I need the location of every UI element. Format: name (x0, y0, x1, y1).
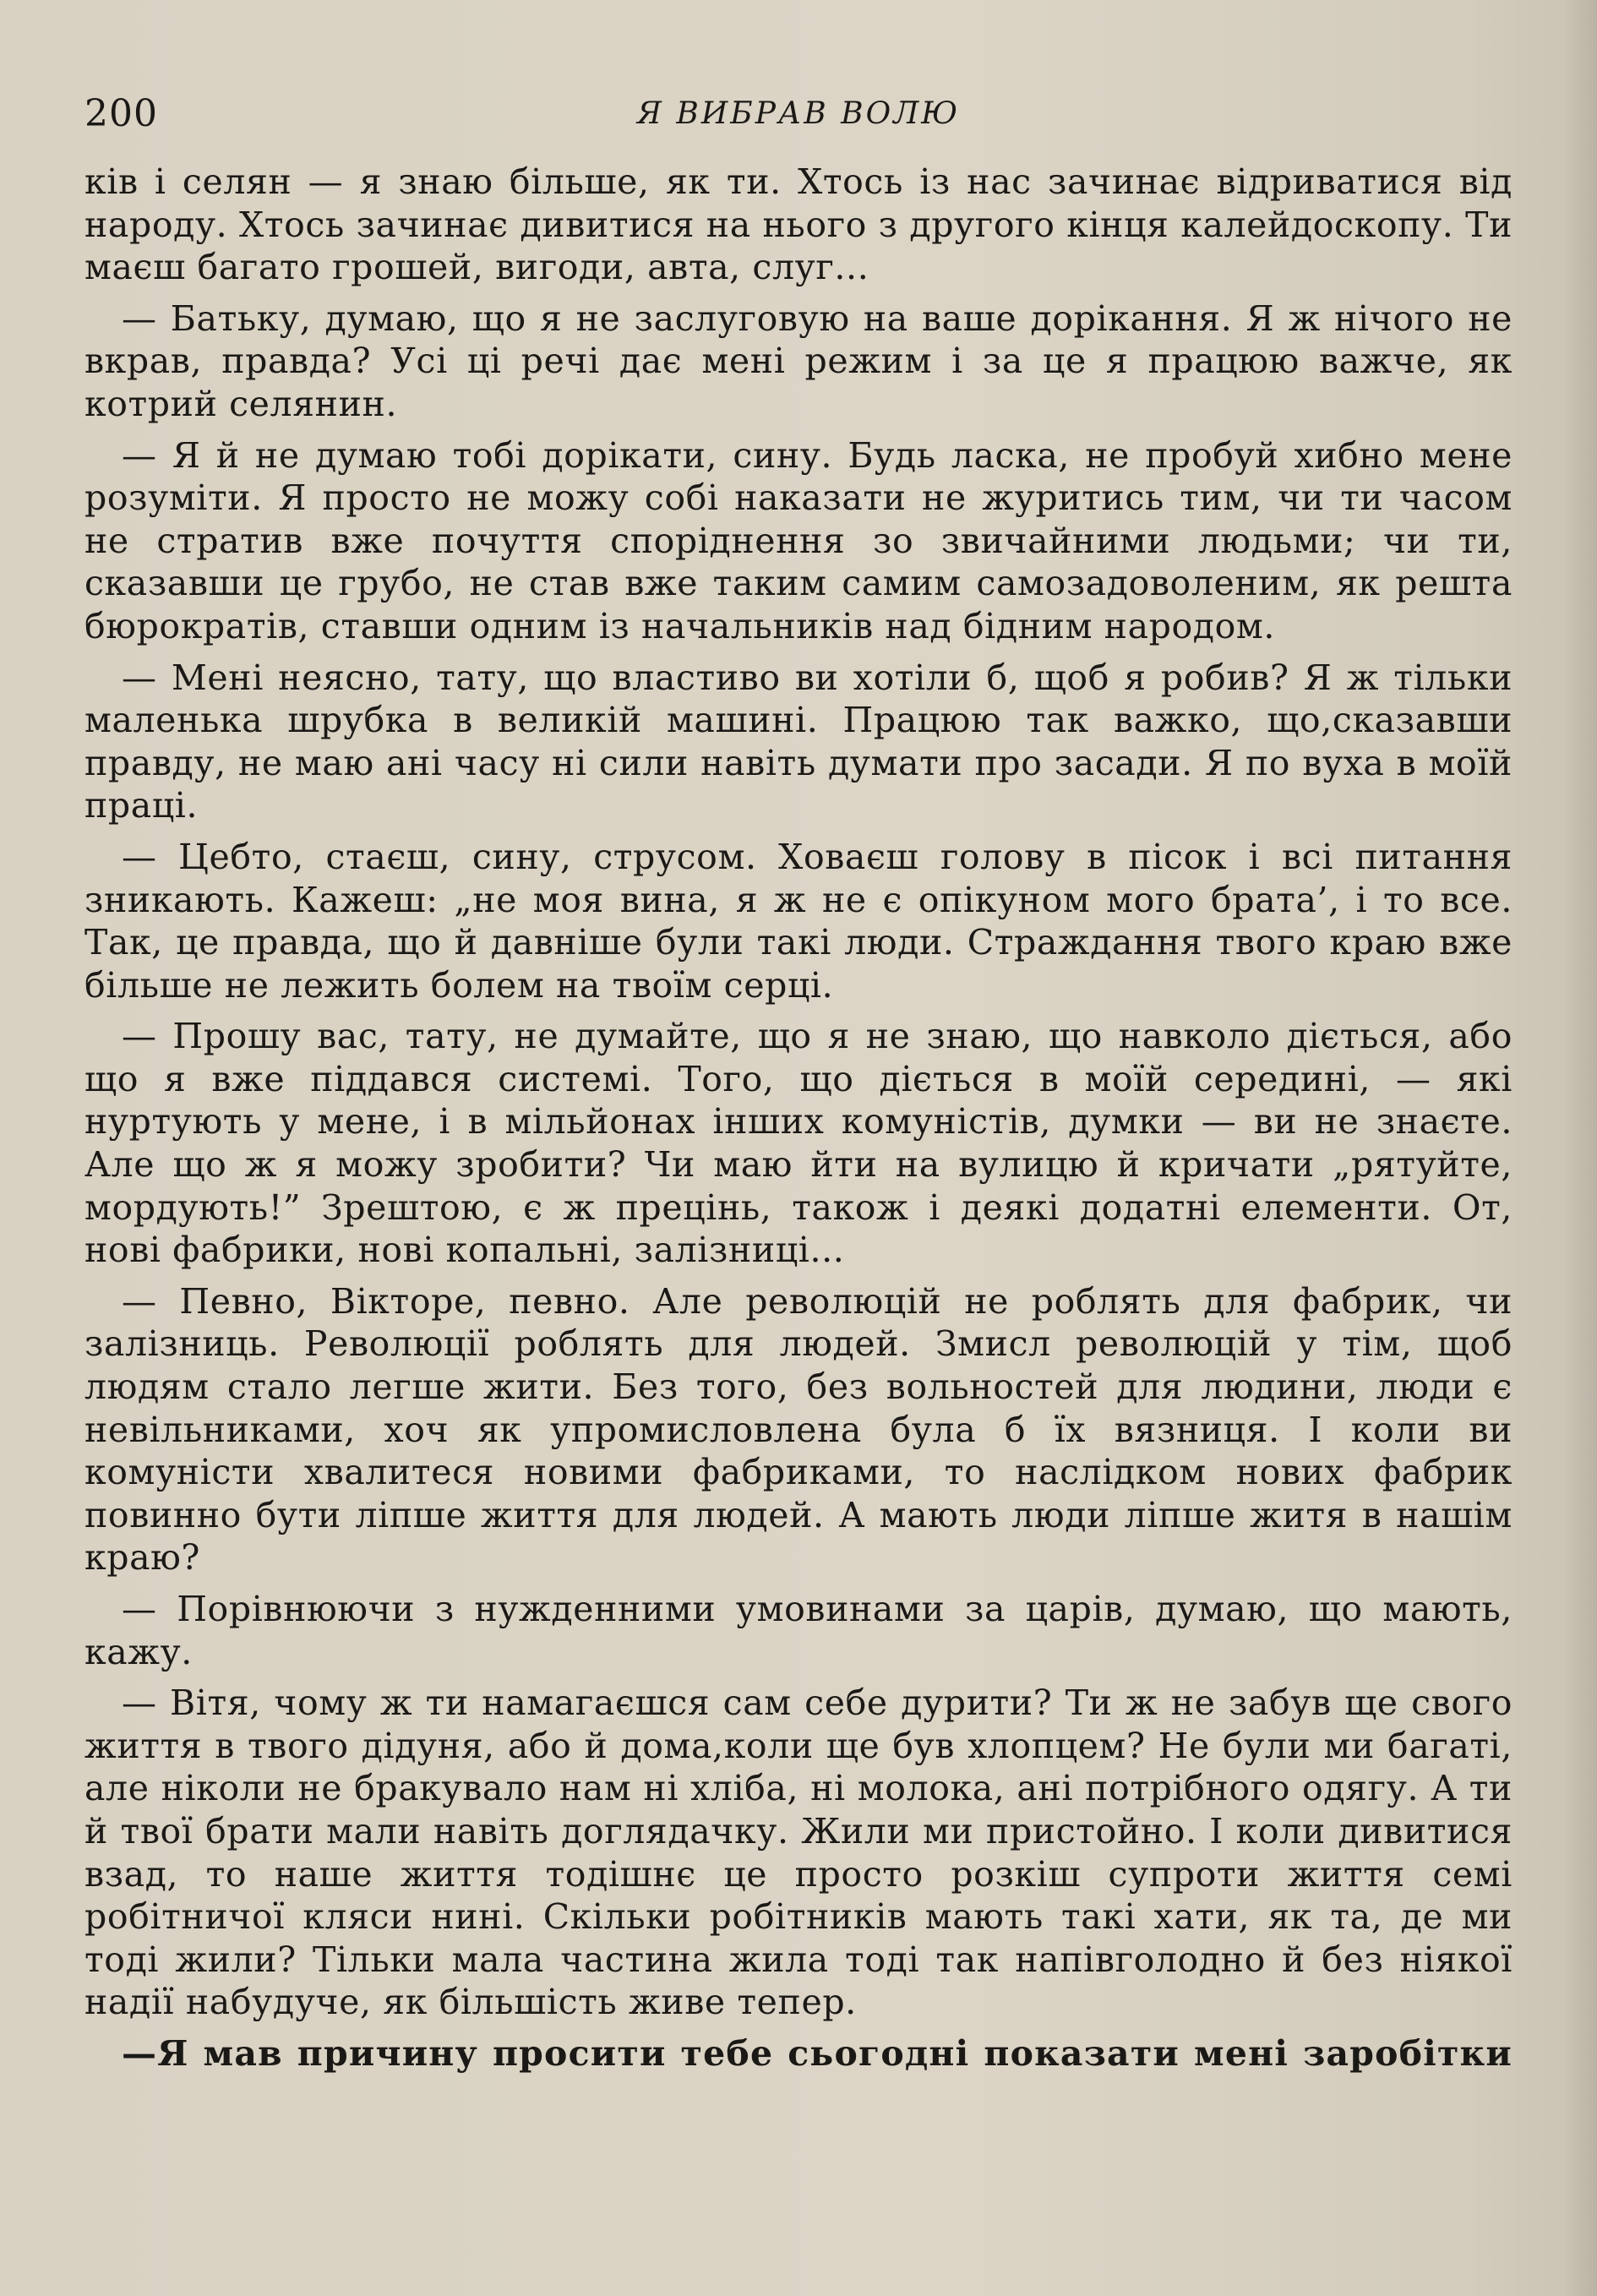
paragraph: — Батьку, думаю, що я не заслуговую на ваше дорікання. Я ж нічого не вкрав, правда? Усі ці речі дає мені режим і за це я працюю важче, як котрий селянин. (84, 297, 1513, 424)
paragraph: — Мені неясно, тату, що властиво ви хотіли б, щоб я робив? Я ж тільки маленька шрубка в великій машині. Працюю так важко, що,сказавши правду, не маю ані часу ні сили навіть думати про засади. Я по вуха в моїй праці. (84, 657, 1513, 826)
paragraph: — Цебто, стаєш, сину, струсом. Ховаєш голову в пісок і всі питання зникають. Кажеш: „не моя вина, я ж не є опікуном мого брата’, і то все. Так, це правда, що й давніше були такі люди. Страждання твого краю вже більше не лежить болем на твоїм серці. (84, 836, 1513, 1006)
paragraph: — Я й не думаю тобі дорікати, сину. Будь ласка, не пробуй хибно мене розуміти. Я просто не можу собі наказати не журитись тим, чи ти часом не стратив вже почуття споріднення зо звичайними людьми; чи ти, сказавши це грубо, не став вже таким самим самозадоволеним, як решта бюрократів, ставши одним із начальників над бідним народом. (84, 434, 1513, 646)
paragraph: — Вітя, чому ж ти намагаєшся сам себе дурити? Ти ж не забув ще свого життя в твого дідуня, або й дома,коли ще був хлопцем? Не були ми багаті, але ніколи не бракувало нам ні хліба, ні молока, ані потрібного одягу. А ти й твої брати мали навіть доглядачку. Жили ми пристойно. І коли дивитися взад, то наше життя тодішнє це просто розкіш супроти життя семі робітничої кляси нині. Скільки робітників мають такі хати, як та, де ми тоді жили? Тільки мала частина жила тоді так напівголодно й без ніякої надії набудуче, як більшість живе тепер. (84, 1682, 1513, 2023)
paragraph: ків і селян — я знаю більше, як ти. Хтось із нас зачинає відриватися від народу. Хтось зачинає дивитися на нього з другого кінця калейдоскопу. Ти маєш багато грошей, вигоди, авта, слуг... (84, 161, 1513, 288)
paragraph: — Порівнюючи з нужденними умовинами за царів, думаю, що мають, кажу. (84, 1589, 1513, 1672)
paragraph: — Певно, Вікторе, певно. Але революцій не роблять для фабрик, чи залізниць. Революції роблять для людей. Змисл революцій у тім, щоб людям стало легше жити. Без того, без вольностей для людини, люди є невільниками, хоч як упромисловлена була б їх вязниця. І коли ви комуністи хвалитеся новими фабриками, то наслідком нових фабрик повинно бути ліпше життя для людей. А мають люди ліпше житя в нашім краю? (84, 1280, 1513, 1579)
page-number: 200 (84, 92, 158, 135)
running-head (84, 85, 1513, 144)
body-text (84, 161, 1513, 2075)
running-title: Я ВИБРАВ ВОЛЮ (636, 96, 961, 131)
paragraph: — Прошу вас, тату, не думайте, що я не знаю, що навколо діється, або що я вже піддався системі. Того, що діється в моїй середині, — які нуртують у мене, і в мільйонах інших комуністів, думки — ви не знаєте. Але що ж я можу зробити? Чи маю йти на вулицю й кричати „рятуйте, мордують!” Зрештою, є ж прецінь, також і деякі додатні елементи. От, нові фабрики, нові копальні, залізниці... (84, 1016, 1513, 1271)
paragraph-bold-final-line: —Я мав причину просити тебе сьогодні показати мені заробітки (122, 2032, 1513, 2074)
